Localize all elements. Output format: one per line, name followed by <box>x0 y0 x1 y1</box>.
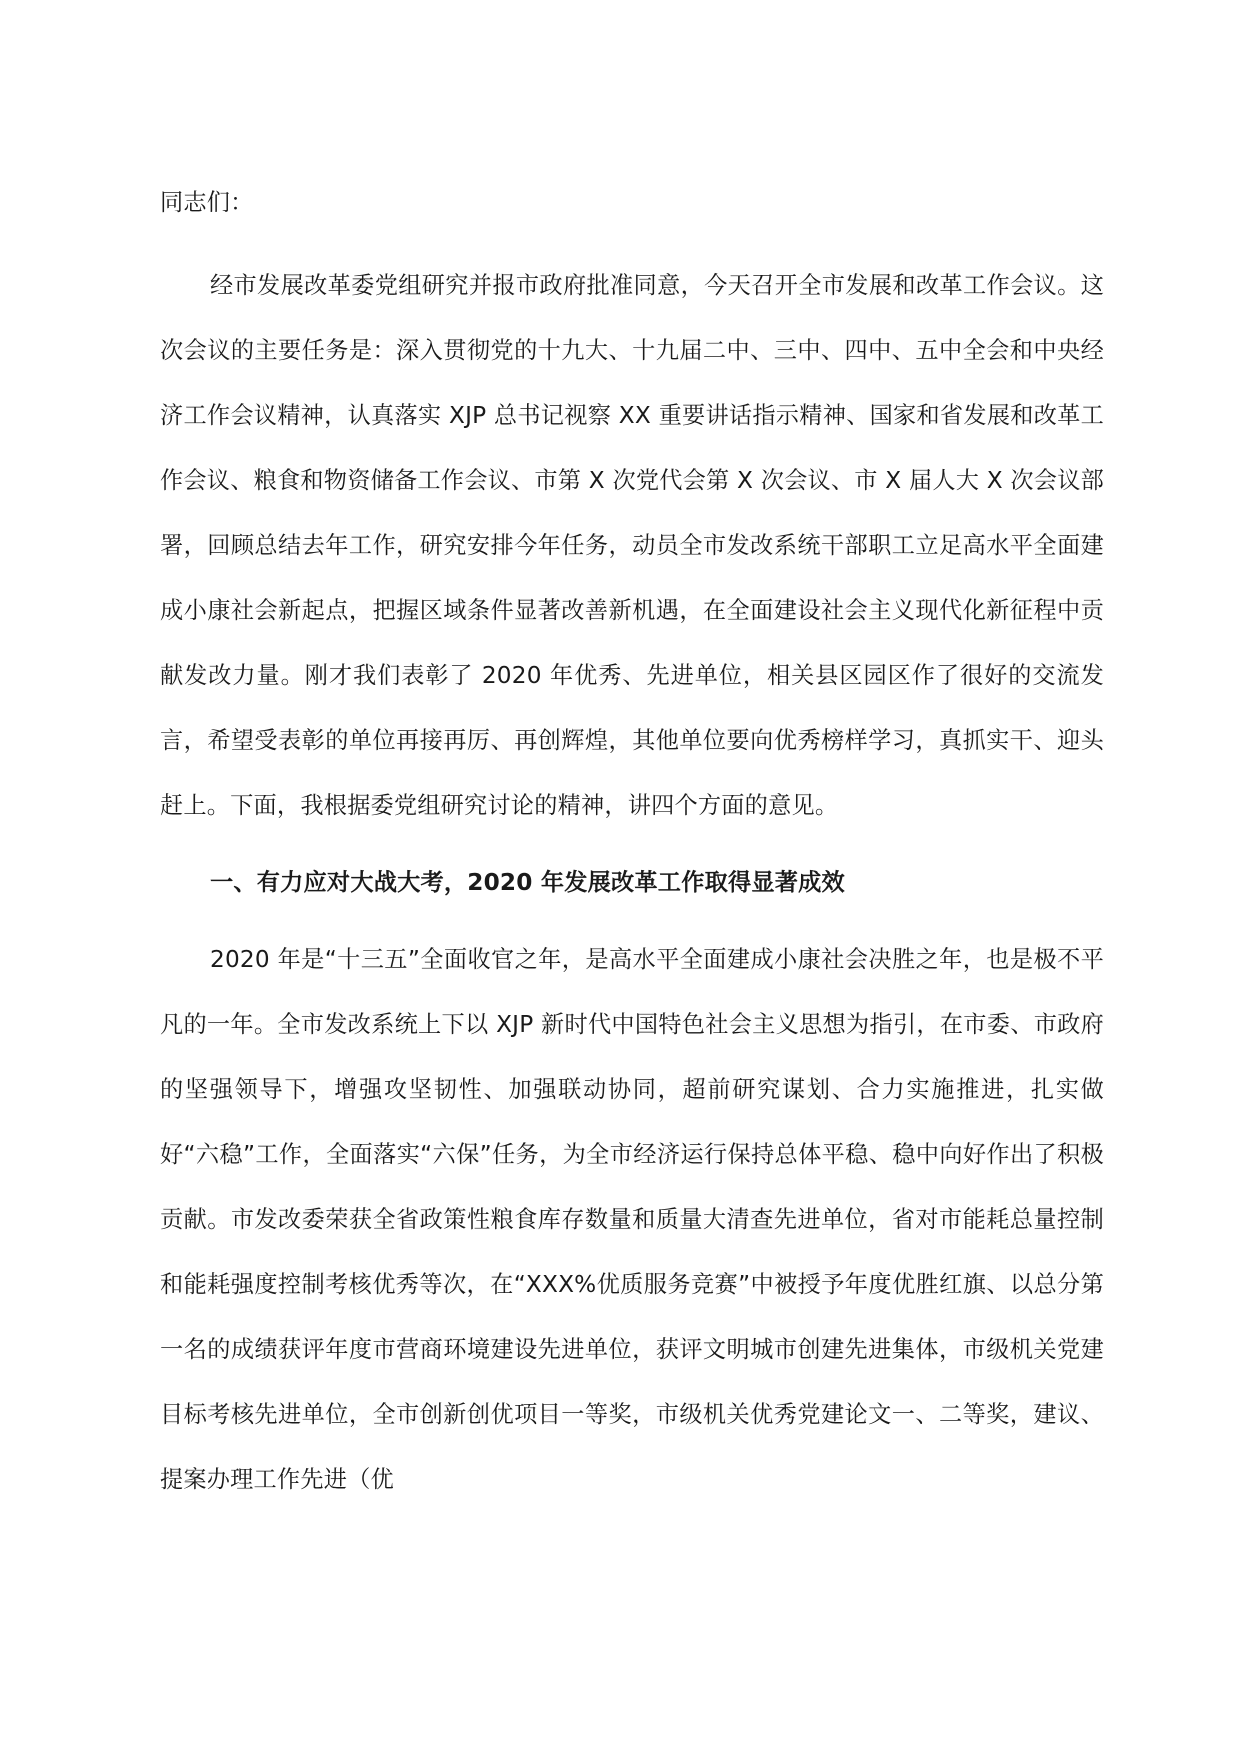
section-1-paragraph: 2020 年是“十三五”全面收官之年，是高水平全面建成小康社会决胜之年，也是极不平凡的一年。全市发改系统上下以 XJP 新时代中国特色社会主义思想为指引，在市委、市政府的坚强领导下，增强攻坚韧性、加强联动协同，超前研究谋划、合力实施推进，扎实做好“六稳”工作，全面落实“六保”任务，为全市经济运行保持总体平稳、稳中向好作出了积极贡献。市发改委荣获全省政策性粮食库存数量和质量大清查先进单位，省对市能耗总量控制和能耗强度控制考核优秀等次，在“XXX%优质服务竞赛”中被授予年度优胜红旗、以总分第一名的成绩获评年度市营商环境建设先进单位，获评文明城市创建先进集体，市级机关党建目标考核先进单位，全市创新创优项目一等奖，市级机关优秀党建论文一、二等奖，建议、提案办理工作先进（优 <box>160 946 1104 1493</box>
section-heading-1: 一、有力应对大战大考，2020 年发展改革工作取得显著成效 <box>210 869 845 896</box>
intro-paragraph: 经市发展改革委党组研究并报市政府批准同意，今天召开全市发展和改革工作会议。这次会议的主要任务是：深入贯彻党的十九大、十九届二中、三中、四中、五中全会和中央经济工作会议精神，认真落实 XJP 总书记视察 XX 重要讲话指示精神、国家和省发展和改革工作会议、粮食和物资储备工作会议、市第 X 次党代会第 X 次会议、市 X 届人大 X 次会议部署，回顾总结去年工作，研究安排今年任务，动员全市发改系统干部职工立足高水平全面建成小康社会新起点，把握区域条件显著改善新机遇，在全面建设社会主义现代化新征程中贡献发改力量。刚才我们表彰了 2020 年优秀、先进单位，相关县区园区作了很好的交流发言，希望受表彰的单位再接再厉、再创辉煌，其他单位要向优秀榜样学习，真抓实干、迎头赶上。下面，我根据委党组研究讨论的精神，讲四个方面的意见。 <box>160 272 1104 819</box>
salutation: 同志们： <box>160 189 254 216</box>
document-page <box>160 170 1104 1512</box>
